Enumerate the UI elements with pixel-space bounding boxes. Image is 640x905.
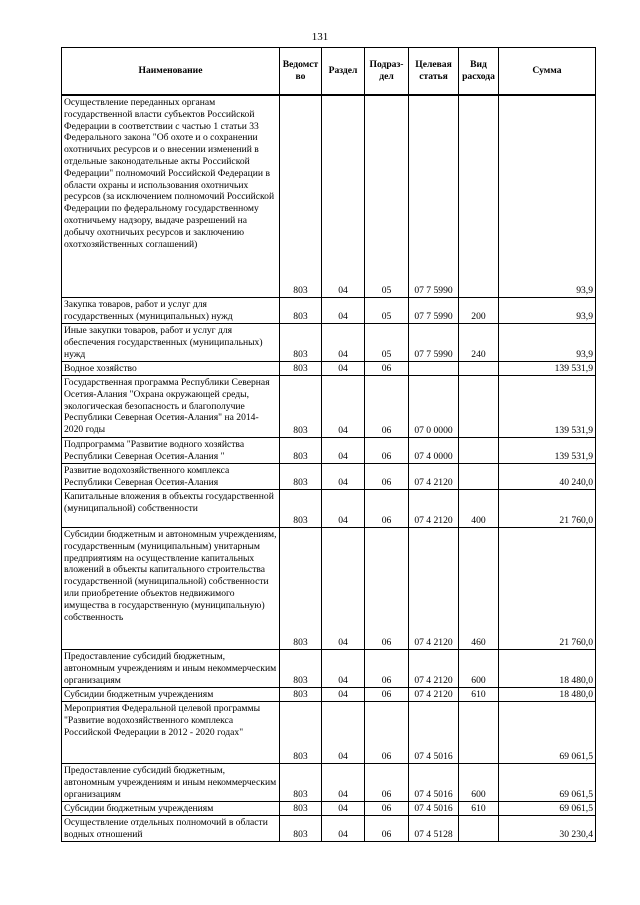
- cell-name: Закупка товаров, работ и услуг для государственных (муниципальных) нужд: [62, 298, 280, 324]
- cell-ved: 803: [280, 438, 322, 464]
- cell-podrazdel: 06: [365, 816, 409, 842]
- cell-razdel: 04: [322, 95, 365, 298]
- cell-vid: [459, 95, 499, 298]
- cell-vid: [459, 702, 499, 764]
- cell-razdel: 04: [322, 362, 365, 376]
- table-row: [62, 376, 596, 438]
- cell-podrazdel: 06: [365, 764, 409, 802]
- table-row: [62, 764, 596, 802]
- cell-summa: 30 230,4: [499, 816, 596, 842]
- table-row: [62, 464, 596, 490]
- cell-ved: 803: [280, 702, 322, 764]
- cell-razdel: 04: [322, 764, 365, 802]
- cell-ved: 803: [280, 802, 322, 816]
- cell-summa: 21 760,0: [499, 528, 596, 650]
- cell-ved: 803: [280, 376, 322, 438]
- cell-tsel: 07 0 0000: [409, 376, 459, 438]
- cell-podrazdel: 05: [365, 324, 409, 362]
- cell-summa: 93,9: [499, 324, 596, 362]
- cell-tsel: 07 4 2120: [409, 528, 459, 650]
- header-vid: Вид расхода: [459, 48, 499, 96]
- cell-razdel: 04: [322, 490, 365, 528]
- cell-vid: 460: [459, 528, 499, 650]
- cell-name: Развитие водохозяйственного комплекса Республики Северная Осетия-Алания: [62, 464, 280, 490]
- cell-tsel: 07 4 2120: [409, 490, 459, 528]
- cell-podrazdel: 06: [365, 650, 409, 688]
- cell-tsel: 07 4 2120: [409, 650, 459, 688]
- table-row: [62, 362, 596, 376]
- cell-podrazdel: 06: [365, 802, 409, 816]
- cell-name: Водное хозяйство: [62, 362, 280, 376]
- cell-razdel: 04: [322, 528, 365, 650]
- cell-ved: 803: [280, 95, 322, 298]
- cell-summa: 18 480,0: [499, 688, 596, 702]
- cell-vid: [459, 376, 499, 438]
- cell-tsel: 07 4 5128: [409, 816, 459, 842]
- cell-podrazdel: 06: [365, 688, 409, 702]
- cell-tsel: 07 4 5016: [409, 702, 459, 764]
- cell-razdel: 04: [322, 688, 365, 702]
- cell-razdel: 04: [322, 702, 365, 764]
- cell-name: Субсидии бюджетным учреждениям: [62, 688, 280, 702]
- cell-name: Мероприятия Федеральной целевой программы "Развитие водохозяйственного комплекса Российской Федерации в 2012 - 2020 годах": [62, 702, 280, 764]
- cell-name: Государственная программа Республики Северная Осетия-Алания "Охрана окружающей среды, экологическая безопасность и благополучие Республики Северная Осетия-Алания" на 2014-2020 годы: [62, 376, 280, 438]
- cell-name: Капитальные вложения в объекты государственной (муниципальной) собственности: [62, 490, 280, 528]
- cell-podrazdel: 06: [365, 464, 409, 490]
- table-row: [62, 802, 596, 816]
- table-row: [62, 95, 596, 298]
- cell-name: Предоставление субсидий бюджетным, автономным учреждениям и иным некоммерческим организациям: [62, 650, 280, 688]
- cell-summa: 21 760,0: [499, 490, 596, 528]
- header-podrazdel: Подраз- дел: [365, 48, 409, 96]
- cell-summa: 93,9: [499, 95, 596, 298]
- cell-ved: 803: [280, 464, 322, 490]
- cell-tsel: [409, 362, 459, 376]
- cell-vid: [459, 438, 499, 464]
- table-row: [62, 816, 596, 842]
- cell-ved: 803: [280, 688, 322, 702]
- cell-summa: 139 531,9: [499, 362, 596, 376]
- cell-vid: 600: [459, 650, 499, 688]
- table-header-row: [62, 48, 596, 96]
- header-summa: Сумма: [499, 48, 596, 96]
- cell-summa: 139 531,9: [499, 438, 596, 464]
- cell-razdel: 04: [322, 376, 365, 438]
- cell-name: Подпрограмма "Развитие водного хозяйства Республики Северная Осетия-Алания ": [62, 438, 280, 464]
- cell-vid: [459, 464, 499, 490]
- cell-summa: 69 061,5: [499, 702, 596, 764]
- cell-ved: 803: [280, 324, 322, 362]
- cell-tsel: 07 7 5990: [409, 298, 459, 324]
- cell-tsel: 07 4 5016: [409, 764, 459, 802]
- header-razdel: Раздел: [322, 48, 365, 96]
- table-row: [62, 702, 596, 764]
- cell-vid: [459, 816, 499, 842]
- cell-name: Иные закупки товаров, работ и услуг для обеспечения государственных (муниципальных) нужд: [62, 324, 280, 362]
- table-row: [62, 650, 596, 688]
- table-row: [62, 298, 596, 324]
- cell-vid: 400: [459, 490, 499, 528]
- cell-tsel: 07 4 5016: [409, 802, 459, 816]
- cell-tsel: 07 4 2120: [409, 464, 459, 490]
- cell-razdel: 04: [322, 298, 365, 324]
- cell-ved: 803: [280, 490, 322, 528]
- cell-podrazdel: 06: [365, 528, 409, 650]
- cell-ved: 803: [280, 764, 322, 802]
- cell-razdel: 04: [322, 324, 365, 362]
- cell-podrazdel: 06: [365, 702, 409, 764]
- cell-podrazdel: 06: [365, 490, 409, 528]
- cell-name: Осуществление отдельных полномочий в области водных отношений: [62, 816, 280, 842]
- cell-tsel: 07 7 5990: [409, 324, 459, 362]
- table-row: [62, 438, 596, 464]
- cell-name: Субсидии бюджетным и автономным учреждениям, государственным (муниципальным) унитарным предприятиям на осуществление капитальных вложений в объекты капитального строительства государственной (муниципальной) собственности или приобретение объектов недвижимого имущества в государственную (муниципальную) собственность: [62, 528, 280, 650]
- cell-vid: 200: [459, 298, 499, 324]
- cell-summa: 93,9: [499, 298, 596, 324]
- table-row: [62, 688, 596, 702]
- table-row: [62, 324, 596, 362]
- cell-podrazdel: 06: [365, 438, 409, 464]
- cell-summa: 139 531,9: [499, 376, 596, 438]
- cell-vid: [459, 362, 499, 376]
- cell-name: Предоставление субсидий бюджетным, автономным учреждениям и иным некоммерческим организациям: [62, 764, 280, 802]
- cell-razdel: 04: [322, 816, 365, 842]
- cell-ved: 803: [280, 528, 322, 650]
- cell-tsel: 07 4 2120: [409, 688, 459, 702]
- cell-podrazdel: 05: [365, 298, 409, 324]
- table-row: [62, 528, 596, 650]
- cell-podrazdel: 06: [365, 362, 409, 376]
- cell-tsel: 07 4 0000: [409, 438, 459, 464]
- cell-razdel: 04: [322, 438, 365, 464]
- cell-tsel: 07 7 5990: [409, 95, 459, 298]
- header-ved: Ведомст во: [280, 48, 322, 96]
- cell-vid: 600: [459, 764, 499, 802]
- cell-razdel: 04: [322, 650, 365, 688]
- cell-name: Осуществление переданных органам государственной власти субъектов Российской Федерации в соответствии с частью 1 статьи 33 Федерального закона "Об охоте и о сохранении охотничьих ресурсов и о внесении изменений в отдельные законодательные акты Российской Федерации" полномочий Российской Федерации в области охраны и использования охотничьих ресурсов (за исключением полномочий Российской Федерации по федеральному государственному охотничьему надзору, выдаче разрешений на добычу охотничьих ресурсов и заключению охотхозяйственных соглашений): [62, 95, 280, 298]
- cell-summa: 69 061,5: [499, 802, 596, 816]
- cell-razdel: 04: [322, 802, 365, 816]
- cell-vid: 240: [459, 324, 499, 362]
- cell-vid: 610: [459, 802, 499, 816]
- header-name: Наименование: [62, 48, 280, 96]
- cell-podrazdel: 06: [365, 376, 409, 438]
- cell-summa: 18 480,0: [499, 650, 596, 688]
- table-row: [62, 490, 596, 528]
- page-number: 131: [311, 31, 329, 43]
- cell-ved: 803: [280, 816, 322, 842]
- cell-ved: 803: [280, 298, 322, 324]
- header-tsel: Целевая статья: [409, 48, 459, 96]
- cell-name: Субсидии бюджетным учреждениям: [62, 802, 280, 816]
- cell-summa: 69 061,5: [499, 764, 596, 802]
- cell-podrazdel: 05: [365, 95, 409, 298]
- cell-vid: 610: [459, 688, 499, 702]
- cell-ved: 803: [280, 362, 322, 376]
- cell-summa: 40 240,0: [499, 464, 596, 490]
- budget-table: [61, 47, 596, 842]
- cell-ved: 803: [280, 650, 322, 688]
- cell-razdel: 04: [322, 464, 365, 490]
